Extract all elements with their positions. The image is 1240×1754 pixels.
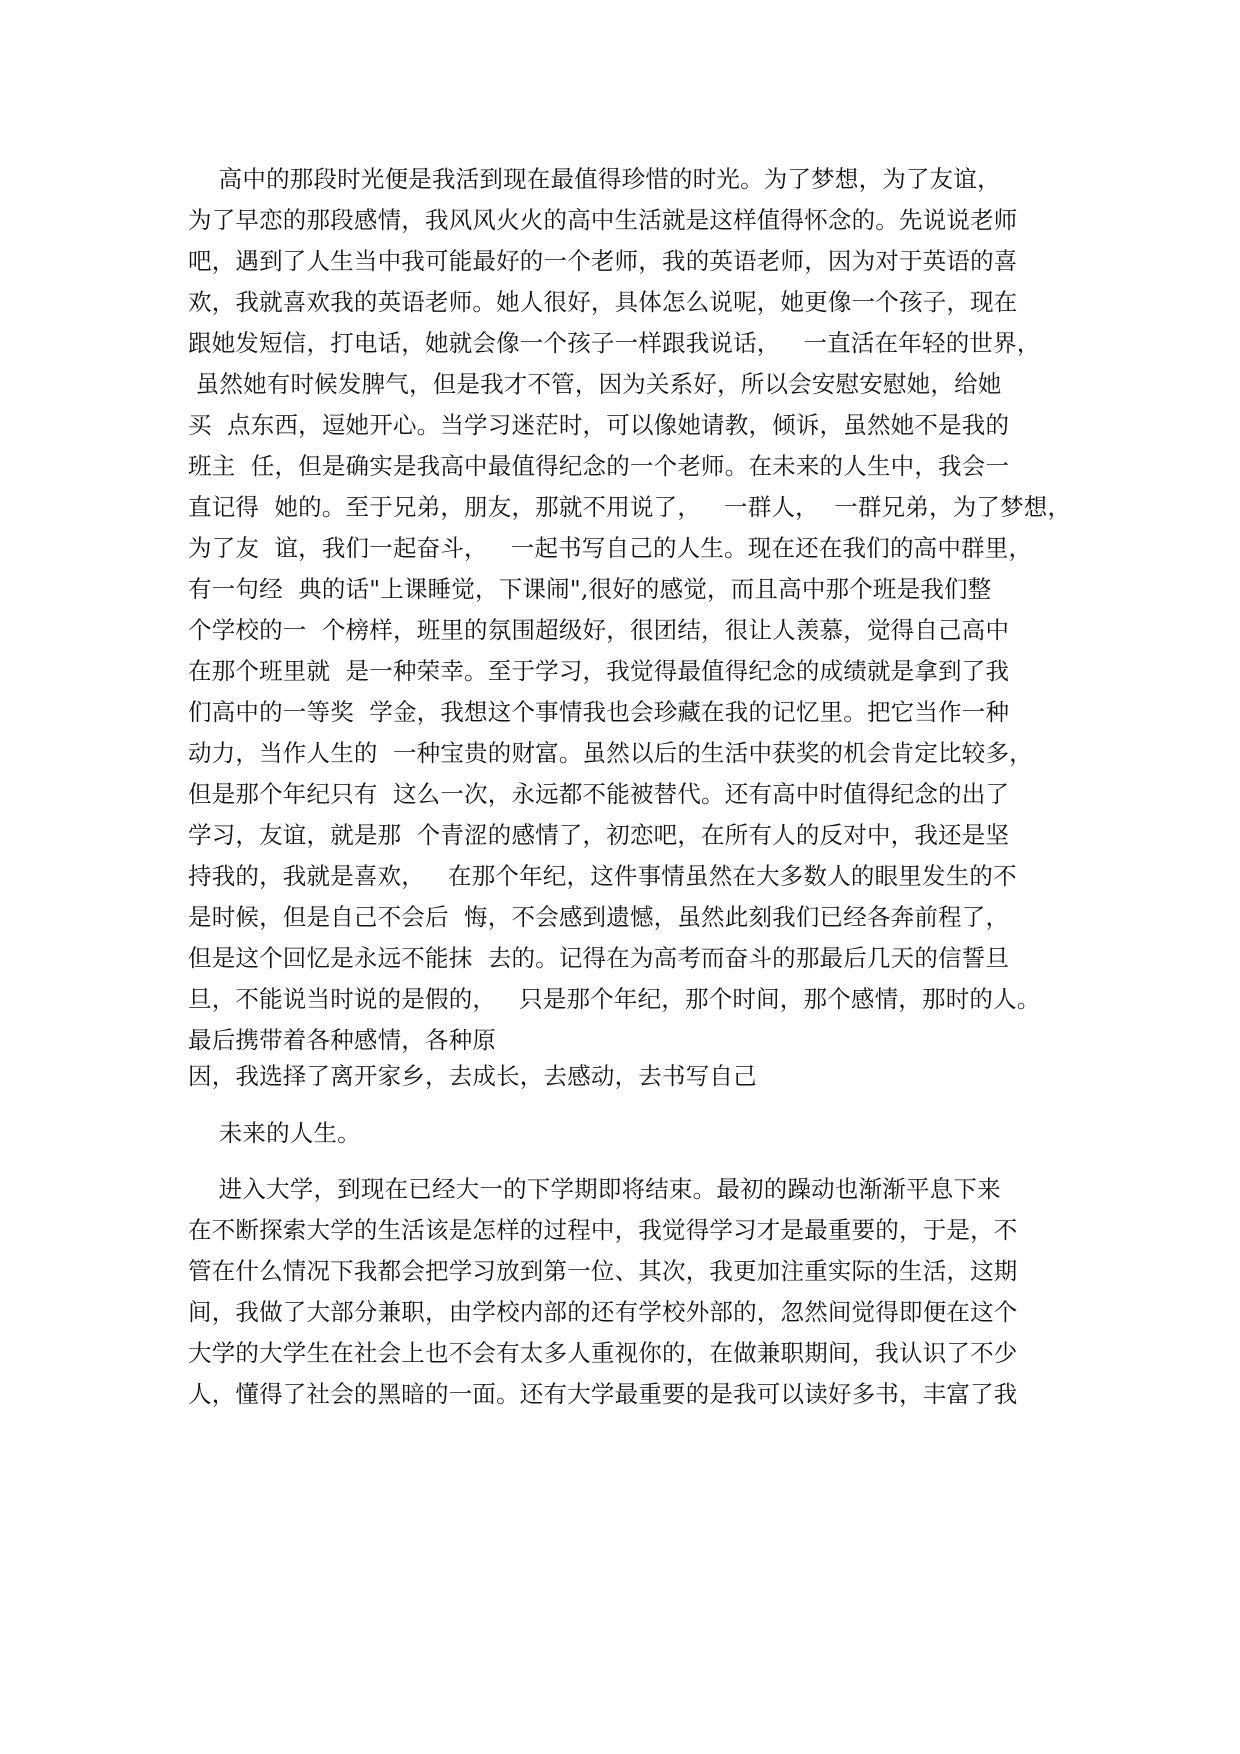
text-line: 买 点东西，逗她开心。当学习迷茫时，可以像她请教，倾诉，虽然她不是我的 xyxy=(188,411,1010,439)
text-line: 进入大学，到现在已经大一的下学期即将结束。最初的躁动也渐渐平息下来 xyxy=(188,1175,1001,1203)
text-line: 因，我选择了离开家乡，去成长，去感动，去书写自己 xyxy=(188,1062,757,1090)
text-line: 个学校的一 个榜样，班里的氛围超级好，很团结，很让人羡慕，觉得自己高中 xyxy=(188,616,1010,644)
text-line: 持我的，我就是喜欢， 在那个年纪，这件事情虽然在大多数人的眼里发生的不 xyxy=(188,862,1017,890)
text-line: 管在什么情况下我都会把学习放到第一位、其次，我更加注重实际的生活，这期 xyxy=(188,1257,1018,1285)
text-line: 虽然她有时候发脾气，但是我才不管，因为关系好，所以会安慰安慰她，给她 xyxy=(188,370,1002,398)
text-line: 是时候，但是自己不会后 悔，不会感到遗憾，虽然此刻我们已经各奔前程了， xyxy=(188,903,1010,931)
text-line: 间，我做了大部分兼职，由学校内部的还有学校外部的，忽然间觉得即便在这个 xyxy=(188,1298,1018,1326)
text-line: 有一句经 典的话"上课睡觉，下课闹",很好的感觉，而且高中那个班是我们整 xyxy=(188,575,992,603)
text-line: 但是那个年纪只有 这么一次，永远都不能被替代。还有高中时值得纪念的出了 xyxy=(188,780,1010,808)
text-line: 直记得 她的。至于兄弟，朋友，那就不用说了， 一群人， 一群兄弟，为了梦想， xyxy=(188,493,1072,521)
text-line: 跟她发短信，打电话，她就会像一个孩子一样跟我说话， 一直活在年轻的世界， xyxy=(188,329,1041,357)
text-line: 在不断探索大学的生活该是怎样的过程中，我觉得学习才是最重要的，于是，不 xyxy=(188,1216,1018,1244)
text-line: 欢，我就喜欢我的英语老师。她人很好，具体怎么说呢，她更像一个孩子，现在 xyxy=(188,288,1018,316)
text-line: 在那个班里就 是一种荣幸。至于学习，我觉得最值得纪念的成绩就是拿到了我 xyxy=(188,657,1010,685)
text-line: 动力，当作人生的 一种宝贵的财富。虽然以后的生活中获奖的机会肯定比较多， xyxy=(188,739,1033,767)
text-line: 为了友 谊，我们一起奋斗， 一起书写自己的人生。现在还在我们的高中群里， xyxy=(188,534,1033,562)
text-line: 但是这个回忆是永远不能抹 去的。记得在为高考而奋斗的那最后几天的信誓旦 xyxy=(188,944,1010,972)
text-line: 大学的大学生在社会上也不会有太多人重视你的，在做兼职期间，我认识了不少 xyxy=(188,1339,1018,1367)
text-line: 旦，不能说当时说的是假的， 只是那个年纪，那个时间，那个感情，那时的人。 xyxy=(188,985,1041,1013)
text-line: 学习，友谊，就是那 个青涩的感情了，初恋吧，在所有人的反对中，我还是坚 xyxy=(188,821,1010,849)
text-line: 最后携带着各种感情，各种原 xyxy=(188,1026,497,1054)
text-line: 高中的那段时光便是我活到现在最值得珍惜的时光。为了梦想，为了友谊， xyxy=(188,165,1001,193)
text-line: 吧，遇到了人生当中我可能最好的一个老师，我的英语老师，因为对于英语的喜 xyxy=(188,247,1018,275)
text-line: 们高中的一等奖 学金，我想这个事情我也会珍藏在我的记忆里。把它当作一种 xyxy=(188,698,1010,726)
text-line: 人，懂得了社会的黑暗的一面。还有大学最重要的是我可以读好多书，丰富了我 xyxy=(188,1380,1018,1408)
text-line: 班主 任，但是确实是我高中最值得纪念的一个老师。在未来的人生中，我会一 xyxy=(188,452,1010,480)
text-line: 未来的人生。 xyxy=(188,1119,361,1147)
text-line: 为了早恋的那段感情，我风风火火的高中生活就是这样值得怀念的。先说说老师 xyxy=(188,206,1018,234)
